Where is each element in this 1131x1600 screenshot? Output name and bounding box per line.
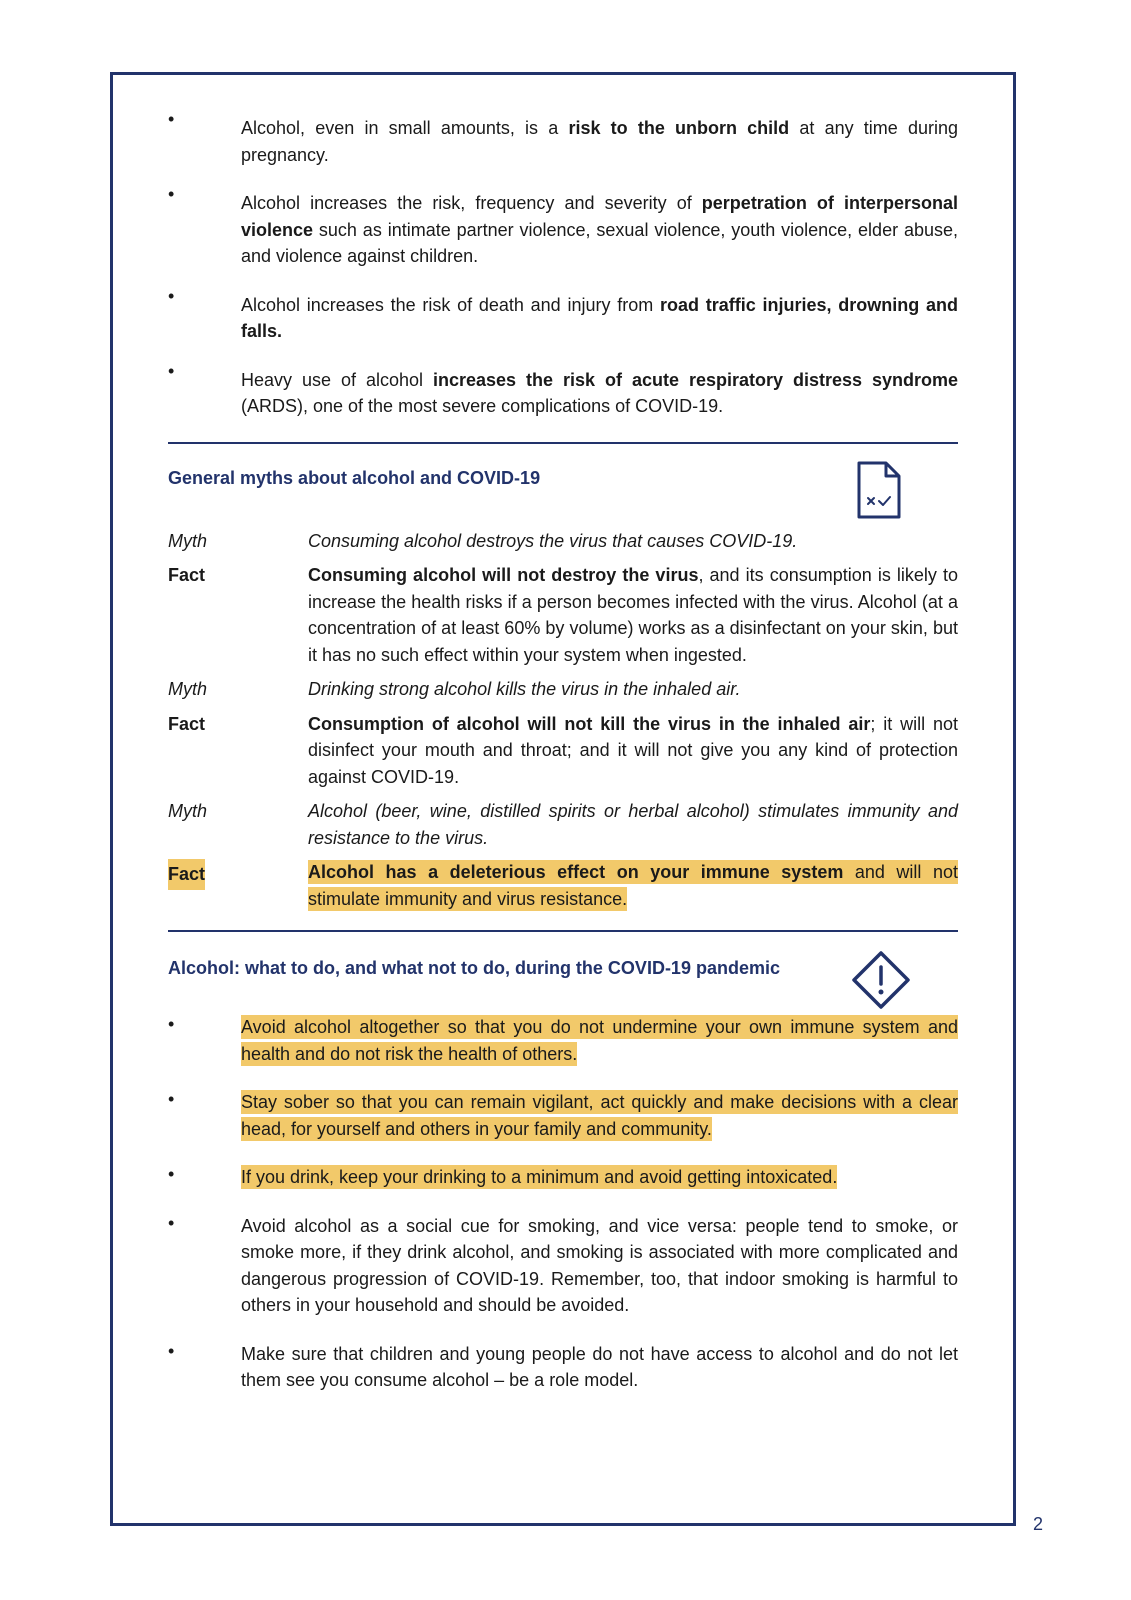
fact-label: Fact	[168, 565, 206, 585]
list-item	[168, 360, 958, 420]
bullet-icon: •	[168, 109, 175, 129]
fact-row	[168, 711, 958, 791]
bullet-icon: •	[168, 1212, 175, 1233]
highlighted-text: Stay sober so that you can remain vigilant, act quickly and make decisions with a clear head, for yourself and others in your family and community.	[241, 1092, 958, 1139]
intro-bullet-list	[168, 109, 959, 420]
bullet-icon: •	[168, 360, 175, 381]
list-item	[168, 1014, 958, 1067]
fact-text	[308, 859, 958, 912]
myths-section-header	[168, 466, 958, 528]
fact-label: Fact	[168, 713, 206, 734]
todo-bullet-list	[168, 1014, 958, 1394]
todo-section-header	[168, 956, 958, 1014]
bullet-icon: •	[168, 1089, 175, 1109]
myth-label: Myth	[168, 679, 208, 699]
highlighted-text: If you drink, keep your drinking to a minimum and avoid getting intoxicated.	[241, 1167, 838, 1187]
content-frame	[110, 72, 1016, 1526]
fact-text: Consuming alcohol will not destroy the virus, and its consumption is likely to increase the health risks if a person becomes infected with the virus. Alcohol (at a concentration of at least 60% by volume) works as a disinfectant on your skin, but it has no such effect within your system when ingested.	[308, 565, 958, 665]
myth-fact-list	[168, 528, 958, 913]
bullet-text: Alcohol, even in small amounts, is a risk to the unborn child at any time during pregnancy.	[241, 118, 959, 165]
myth-text: Consuming alcohol destroys the virus that causes COVID-19.	[308, 530, 798, 551]
list-item	[168, 109, 959, 168]
list-item	[168, 1164, 958, 1191]
section-title: Alcohol: what to do, and what not to do, during the COVID-19 pandemic	[168, 958, 780, 978]
bullet-text: Avoid alcohol as a social cue for smoking, and vice versa: people tend to smoke, or smoke more, if they drink alcohol, and smoking is associated with more complicated and dangerous progression of COVID-19. Remember, too, that indoor smoking is harmful to others in your household and should be avoided.	[241, 1215, 958, 1315]
warning-diamond-icon	[851, 950, 911, 1010]
bullet-text	[241, 1089, 958, 1142]
bullet-text	[241, 1014, 958, 1067]
content	[168, 109, 959, 1416]
myth-row	[168, 798, 958, 851]
myth-label: Myth	[168, 801, 208, 821]
myth-text: Alcohol (beer, wine, distilled spirits or herbal alcohol) stimulates immunity and resistance to the virus.	[308, 801, 958, 848]
bullet-text	[241, 1164, 958, 1191]
highlighted-text: Alcohol has a deleterious effect on your immune system and will not stimulate immunity and virus resistance.	[308, 862, 958, 909]
list-item	[168, 1341, 958, 1394]
fact-text: Consumption of alcohol will not kill the virus in the inhaled air; it will not disinfect your mouth and throat; and it will not give you any kind of protection against COVID-19.	[308, 713, 958, 787]
myth-row	[168, 528, 958, 555]
bullet-icon: •	[168, 1340, 175, 1361]
section-title: General myths about alcohol and COVID-19	[168, 467, 541, 488]
list-item	[168, 1213, 958, 1319]
bullet-icon: •	[168, 184, 175, 204]
document-check-icon	[856, 460, 902, 520]
bullet-text: Heavy use of alcohol increases the risk of acute respiratory distress syndrome (ARDS), one of the most severe complications of COVID-19.	[241, 369, 958, 416]
bullet-icon: •	[168, 1164, 175, 1184]
myth-row	[168, 676, 958, 703]
myth-label: Myth	[168, 530, 208, 551]
list-item	[168, 1089, 958, 1142]
fact-label: Fact	[168, 859, 205, 890]
bullet-text: Make sure that children and young people do not have access to alcohol and do not let them see you consume alcohol – be a role model.	[241, 1343, 958, 1390]
section-divider	[168, 442, 958, 444]
bullet-icon: •	[168, 285, 175, 306]
list-item	[168, 285, 958, 345]
highlighted-text: Avoid alcohol altogether so that you do not undermine your own immune system and health and do not risk the health of others.	[241, 1017, 958, 1064]
bullet-text: Alcohol increases the risk of death and injury from road traffic injuries, drowning and falls.	[241, 294, 958, 341]
list-item	[168, 184, 958, 270]
section-divider	[168, 930, 958, 932]
bullet-icon: •	[168, 1014, 175, 1034]
bullet-text: Alcohol increases the risk, frequency and severity of perpetration of interpersonal violence such as intimate partner violence, sexual violence, youth violence, elder abuse, and violence against children.	[241, 193, 958, 266]
page-number: 2	[1033, 1514, 1044, 1534]
fact-row	[168, 859, 958, 912]
fact-row	[168, 562, 958, 668]
myth-text: Drinking strong alcohol kills the virus in the inhaled air.	[308, 679, 741, 699]
